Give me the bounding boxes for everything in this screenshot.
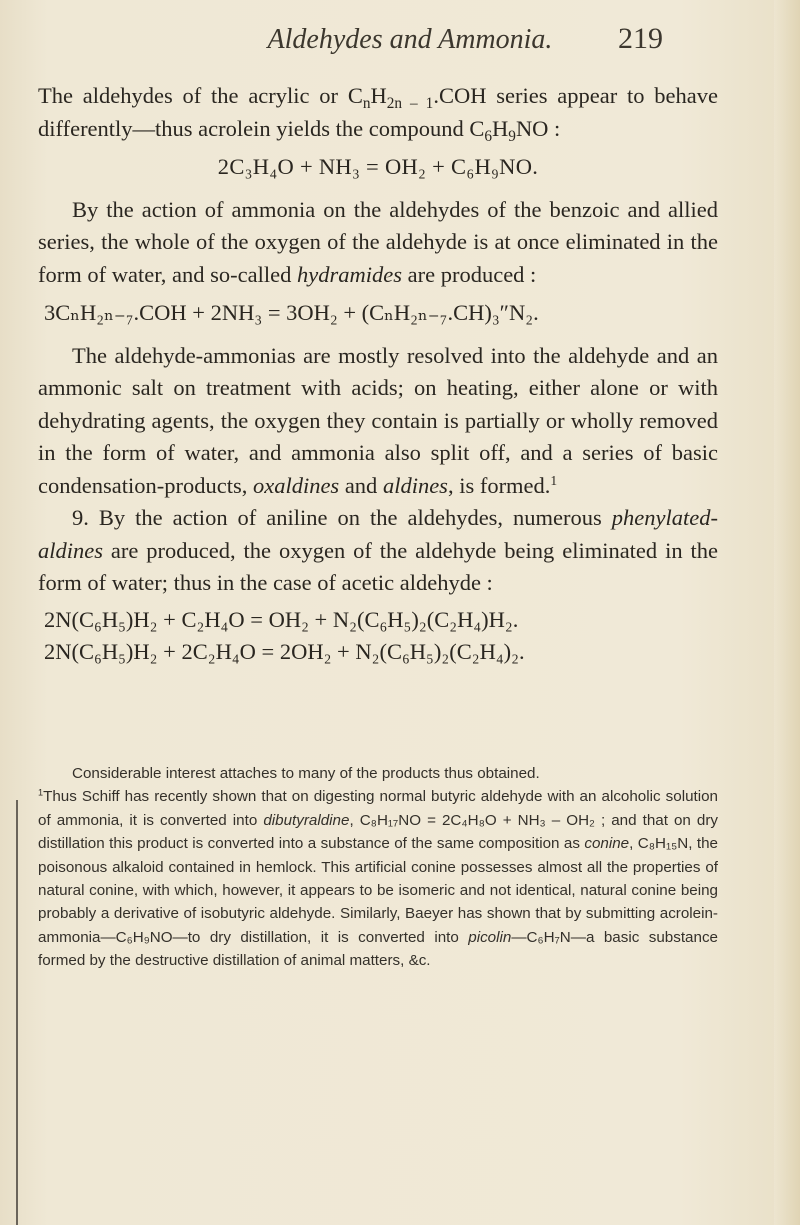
page-edge-shadow [774, 0, 800, 1225]
footnote [38, 762, 718, 973]
paragraph-aniline [38, 502, 718, 600]
binding-line [16, 800, 18, 1225]
footnote-marker: 1 [38, 787, 44, 798]
equation-3: 2N(C₆H₅)H₂ + C₂H₄O = OH₂ + N₂(C₆H₅)₂(C₂H₄)H₂. [44, 606, 519, 632]
paragraph-aldehyde-ammonias [38, 340, 718, 503]
p1-h2: H [492, 115, 509, 141]
footnote-lead: Considerable interest attaches to many of the products thus obtained. [72, 765, 540, 782]
p1-text-2: .COH series appear to behave differently—thus acrolein yields the compound C [38, 83, 718, 141]
body-text [38, 80, 718, 669]
p1-text-3: NO : [515, 115, 561, 141]
fn-italic-dibutyraldine: dibutyraldine [263, 811, 350, 829]
p2-italic-hydramides: hydramides [297, 261, 402, 287]
p1-sub-2n: 2n – 1 [386, 94, 434, 112]
fn-italic-picolin: picolin [468, 928, 512, 946]
p2-text-2: are produced : [402, 261, 537, 287]
fn-text-1: Thus Schiff has recently shown that on digesting normal butyric aldehyde with an alcoholic solution of ammonia, it is converted into [38, 788, 718, 829]
equation-1: 2C₃H₄O + NH₃ = OH₂ + C₆H₉NO. [217, 154, 539, 179]
fn-text-4: —C₆H₇N—a basic substance formed by the destructive distillation of animal matters, &c. [38, 928, 718, 970]
footnote-body [38, 785, 718, 972]
p3-italic-aldines: aldines [382, 472, 448, 498]
footnote-ref-1: 1 [550, 472, 558, 488]
fn-text-3: , C₈H₁₅N, the poisonous alkaloid contained in hemlock. This artificial conine possesses almost all the properties of natural conine, with which, however, it appears to be isomeric and not identical, natural conine being probably a derivative of isobutyric aldehyde. Similarly, Baeyer has shown that by submitting acrolein-ammonia—C₆H₉NO—to dry distillation, it is converted into [38, 835, 718, 946]
running-header: Aldehydes and Ammonia. [267, 24, 553, 55]
p3-italic-oxaldines: oxaldines [252, 472, 340, 498]
paragraph-benzoic [38, 194, 718, 292]
p3-text: The aldehyde-ammonias are mostly resolved into the aldehyde and an ammonic salt on treatment with acids; on heating, either alone or with dehydrating agents, the oxygen they contain is partially or wholly removed in the form of water, and ammonia also split off, and a series of basic condensation-products, [38, 342, 718, 498]
equation-4: 2N(C₆H₅)H₂ + 2C₂H₄O = 2OH₂ + N₂(C₆H₅)₂(C₂H₄)₂. [44, 639, 525, 664]
page-number: 219 [618, 22, 663, 55]
p4-italic-phenylated-aldines: phenylated-aldines [38, 505, 718, 563]
p1-sub-6: 6 [484, 127, 493, 145]
p1-sub-n: n [362, 94, 371, 112]
paragraph-acrylic [38, 80, 718, 145]
fn-text-2: , C₈H₁₇NO = 2C₄H₈O + NH₃ – OH₂ ; and that on dry distillation this product is converted into a substance of the same composition as [38, 811, 718, 853]
p1-text: The aldehydes of the acrylic or C [38, 83, 363, 108]
p4-text: 9. By the action of aniline on the aldehydes, numerous [72, 505, 612, 530]
equation-2: 3CₙH₂ₙ₋₇.COH + 2NH₃ = 3OH₂ + (CₙH₂ₙ₋₇.CH)₃″N₂. [44, 300, 539, 325]
p3-text-and: and [339, 472, 383, 498]
p4-text-2: are produced, the oxygen of the aldehyde being eliminated in the form of water; thus in the case of acetic aldehyde : [38, 537, 718, 595]
p3-text-end: , is formed. [447, 472, 551, 498]
fn-italic-conine: conine [584, 835, 630, 853]
p1-h: H [370, 83, 387, 108]
p2-text: By the action of ammonia on the aldehydes of the benzoic and allied series, the whole of the oxygen of the aldehyde is at once eliminated in the form of water, and so-called [38, 196, 718, 287]
p1-sub-9: 9 [508, 127, 516, 145]
